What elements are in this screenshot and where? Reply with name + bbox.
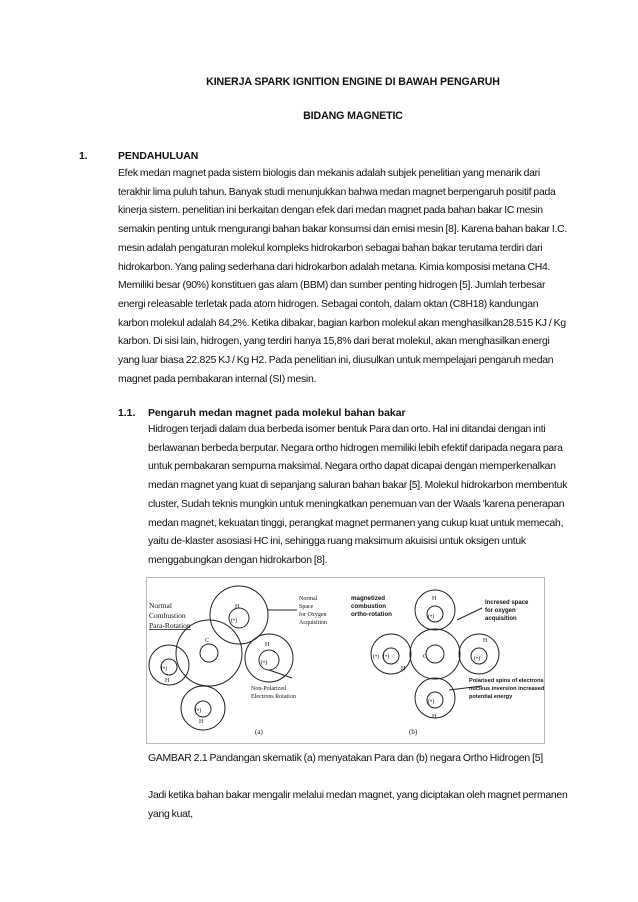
svg-text:(•): (•) <box>195 708 202 714</box>
panel-b-h-bottom: H <box>432 714 437 720</box>
svg-text:(•): (•) <box>231 618 238 624</box>
panel-a-label-2: Combustion <box>149 611 186 620</box>
subsection-body: Hidrogen terjadi dalam dua berbeda isomer bentuk Para dan orto. Hal ini ditandai dengan inti berlawanan berbeda berputar. Negara ortho hidrogen memiliki lebih efektif daripada negara para untuk pembakaran sempurna maksimal. Negara ortho dapat dicapai dengan memperkenalkan medan magnet yang kuat di sepanjang saluran bahan bakar [5]. Molekul hidrokarbon membentuk cluster, Sudah teknis mungkin untuk meningkatkan penemuan van der Waals 'karena penerapan medan magnet, kekuatan tinggi, perangkat magnet permanen yang cukup kuat untuk memecah, yaitu de-klaster asosiasi HC ini, sehingga ruang maksimum akuisisi untuk oksigen untuk menggabungkan dengan hidrokarbon [8]. <box>148 424 568 566</box>
panel-a-h-top: H <box>235 604 240 610</box>
panel-b-label-1: magnetized <box>351 595 386 602</box>
carbon-orbit-b <box>410 629 460 679</box>
hydrogen-orbit-top <box>210 586 268 644</box>
section-body: Efek medan magnet pada sistem biologis dan mekanis adalah subjek penelitian yang menarik dari terakhir lima puluh tahun. Banyak studi menunjukkan bahwa medan magnet berpengaruh positif pada kinerja sistem. penelitian ini berkaitan dengan efek dari medan magnet pada bahan bakar IC mesin semakin penting untuk mengurangi bahan bakar konsumsi dan emisi mesin [8]. Karena bahan bakar I.C. mesin adalah pengaturan molekul kompleks hidrokarbon sebagai bahan bakar terutama terdiri dari hidrokarbon. Yang paling sederhana dari hidrokarbon adalah metana. Kimia komposisi metana CH4. Memiliki besar (90%) konstituen gas alam (BBM) dan sumber penting hidrogen [5]. Jumlah terbesar energi releasable terletak pada atom hidrogen. Sebagai contoh, dalam oktan (C8H18) kandungan karbon molekul adalah 84,2%. Ketika dibakar, bagian karbon molekul akan menghasilkan28.515 KJ / Kg karbon. Di sisi lain, hidrogen, yang terdiri hanya 15,8% dari berat molekul, akan menghasilkan energi yang luar biasa 22.825 KJ / Kg H2. Pada penelitian ini, diusulkan untuk mempelajari pengaruh medan magnet pada pembakaran internal (SI) mesin. <box>118 168 568 385</box>
svg-text:(•): (•) <box>428 699 435 705</box>
panel-a-label-3: Para-Rotation <box>149 621 191 630</box>
panel-a-h-bottom: H <box>199 719 204 725</box>
svg-text:(•): (•) <box>474 656 481 662</box>
figure-schematic <box>146 577 545 744</box>
panel-b-h-right: H <box>483 638 488 644</box>
panel-a-space-1: Normal <box>299 596 318 602</box>
panel-b-h-left: H <box>401 666 406 672</box>
hydrogen-orbit-bottom-b <box>415 678 455 718</box>
panel-a-space-4: Acquisition <box>299 620 327 626</box>
svg-text:(•): (•) <box>383 654 390 660</box>
section-number: 1. <box>79 151 88 162</box>
panel-b-space-3: acquisition <box>485 616 517 622</box>
panel-b-spin-1: Polarised spins of electrons <box>469 678 544 684</box>
panel-a-tag: (a) <box>255 728 263 736</box>
title-line-2: BIDANG MAGNETIC <box>303 110 403 122</box>
panel-b-h-top: H <box>432 596 437 602</box>
svg-text:(•): (•) <box>161 666 168 672</box>
panel-b-c: C <box>423 654 428 660</box>
panel-a-electron-2: Electrons Rotation <box>251 694 296 700</box>
panel-b-tag: (b) <box>409 728 418 736</box>
panel-b-space-2: for oxygen <box>485 608 516 614</box>
svg-text:(•): (•) <box>373 654 380 660</box>
panel-a-h-left: H <box>165 678 170 684</box>
title-line-1: KINERJA SPARK IGNITION ENGINE DI BAWAH PENGARUH <box>206 76 500 88</box>
figure-caption: GAMBAR 2.1 Pandangan skematik (a) menyatakan Para dan (b) negara Ortho Hidrogen [5] <box>148 753 543 764</box>
svg-text:(•): (•) <box>428 614 435 620</box>
subsection-number: 1.1. <box>118 408 136 419</box>
panel-a-label-1: Normal <box>149 601 172 610</box>
panel-a-space-3: for Oxygen <box>299 612 327 618</box>
panel-b-spin-3: potential energy <box>469 694 513 700</box>
panel-b-spin-2: nucleus inversion increased <box>469 686 544 692</box>
panel-a-h-right: H <box>265 642 270 648</box>
closing-paragraph: Jadi ketika bahan bakar mengalir melalui medan magnet, yang diciptakan oleh magnet permanen yang kuat, <box>148 790 568 820</box>
hydrogen-orbit-right-b <box>459 634 499 674</box>
subsection-heading: Pengaruh medan magnet pada molekul bahan bakar <box>148 408 406 419</box>
figure-svg <box>147 578 544 743</box>
panel-b-space-1: Incresed space <box>485 600 529 606</box>
panel-a-electron-1: Non-Polarized <box>251 686 286 692</box>
svg-text:(•): (•) <box>261 660 268 666</box>
panel-b-label-3: ortho-rotation <box>351 611 392 618</box>
panel-b-label-2: combustion <box>351 603 387 610</box>
panel-a-c: C <box>205 638 210 644</box>
panel-a-space-2: Space <box>299 604 314 610</box>
section-heading: PENDAHULUAN <box>118 151 199 162</box>
